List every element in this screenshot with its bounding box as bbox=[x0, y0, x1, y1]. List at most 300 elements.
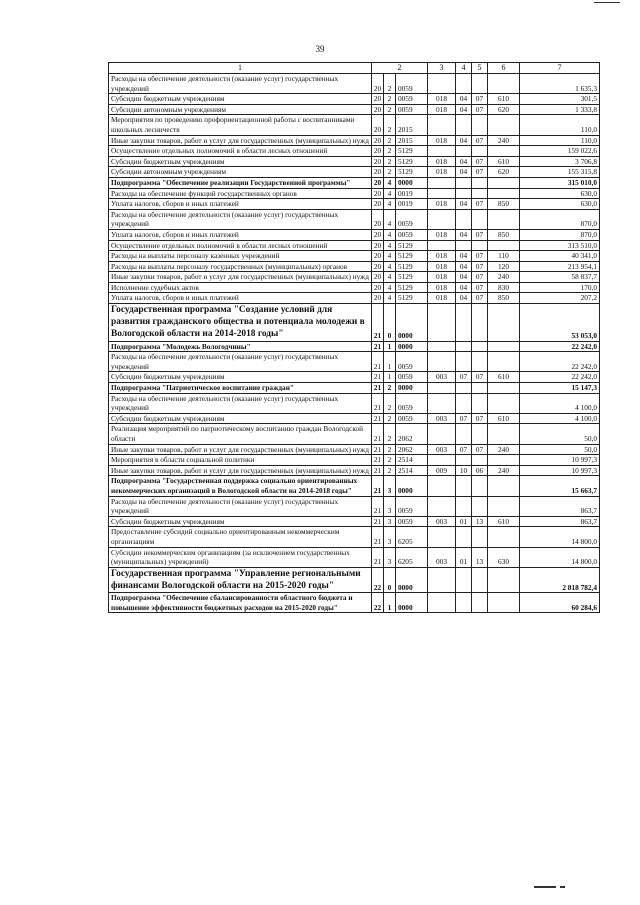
code-subprogram: 4 bbox=[384, 293, 396, 304]
code-section: 04 bbox=[456, 293, 472, 304]
code-section bbox=[456, 496, 472, 516]
code-expense-type bbox=[488, 146, 520, 157]
page-number: 39 bbox=[315, 44, 325, 54]
code-section bbox=[456, 115, 472, 135]
code-section: 04 bbox=[456, 135, 472, 146]
table-row bbox=[109, 229, 600, 240]
table-row bbox=[109, 393, 600, 413]
table-row bbox=[109, 156, 600, 167]
code-direction: 0059 bbox=[396, 229, 428, 240]
code-program: 20 bbox=[372, 177, 384, 188]
code-subsection bbox=[472, 146, 488, 157]
scan-mark bbox=[534, 886, 556, 888]
row-name: Мероприятия по проведению профориентационной работы с воспитанниками школьных лесничеств bbox=[109, 115, 372, 135]
row-name: Иные закупки товаров, работ и услуг для государственных (муниципальных) нужд bbox=[109, 465, 372, 476]
code-expense-type bbox=[488, 240, 520, 251]
code-ministry: 009 bbox=[428, 465, 456, 476]
code-subprogram: 3 bbox=[384, 496, 396, 516]
code-section bbox=[456, 383, 472, 394]
code-direction: 0000 bbox=[396, 476, 428, 496]
row-name: Субсидии автономным учреждениям bbox=[109, 167, 372, 178]
code-ministry bbox=[428, 424, 456, 444]
table-row bbox=[109, 167, 600, 178]
code-section: 01 bbox=[456, 516, 472, 527]
code-section bbox=[456, 455, 472, 466]
code-subsection: 07 bbox=[472, 413, 488, 424]
code-subsection bbox=[472, 341, 488, 352]
code-program: 20 bbox=[372, 199, 384, 210]
code-subprogram: 2 bbox=[384, 104, 396, 115]
code-subprogram: 2 bbox=[384, 424, 396, 444]
row-name: Подпрограмма "Молодежь Вологодчины" bbox=[109, 341, 372, 352]
code-ministry: 003 bbox=[428, 516, 456, 527]
code-subsection bbox=[472, 455, 488, 466]
code-direction: 2514 bbox=[396, 455, 428, 466]
code-section bbox=[456, 527, 472, 547]
code-section: 07 bbox=[456, 413, 472, 424]
row-amount: 159 022,6 bbox=[520, 146, 600, 157]
code-section bbox=[456, 424, 472, 444]
code-program: 20 bbox=[372, 272, 384, 283]
row-amount: 301,5 bbox=[520, 94, 600, 105]
row-amount: 110,0 bbox=[520, 135, 600, 146]
code-expense-type bbox=[488, 352, 520, 372]
code-subprogram: 2 bbox=[384, 444, 396, 455]
row-name: Расходы на обеспечение функций государственных органов bbox=[109, 188, 372, 199]
code-subsection bbox=[472, 496, 488, 516]
code-subsection: 07 bbox=[472, 293, 488, 304]
header-col-5: 5 bbox=[472, 63, 488, 74]
table-row bbox=[109, 261, 600, 272]
code-subsection bbox=[472, 177, 488, 188]
code-direction: 0000 bbox=[396, 383, 428, 394]
row-amount: 50,0 bbox=[520, 444, 600, 455]
code-program: 21 bbox=[372, 527, 384, 547]
code-section bbox=[456, 304, 472, 342]
code-program: 20 bbox=[372, 240, 384, 251]
table-row bbox=[109, 424, 600, 444]
budget-table bbox=[108, 62, 600, 613]
row-amount: 863,7 bbox=[520, 516, 600, 527]
code-ministry bbox=[428, 188, 456, 199]
code-ministry: 018 bbox=[428, 282, 456, 293]
code-subprogram: 2 bbox=[384, 74, 396, 94]
code-program: 21 bbox=[372, 341, 384, 352]
code-section bbox=[456, 393, 472, 413]
code-subsection bbox=[472, 567, 488, 592]
row-name: Субсидии бюджетным учреждениям bbox=[109, 413, 372, 424]
row-amount: 110,0 bbox=[520, 115, 600, 135]
row-name: Мероприятия в области социальной политики bbox=[109, 455, 372, 466]
code-ministry bbox=[428, 527, 456, 547]
code-section: 07 bbox=[456, 372, 472, 383]
code-expense-type bbox=[488, 476, 520, 496]
code-direction: 0000 bbox=[396, 341, 428, 352]
row-name: Расходы на обеспечение деятельности (оказание услуг) государственных учреждений bbox=[109, 74, 372, 94]
row-amount: 60 284,6 bbox=[520, 593, 600, 613]
code-ministry bbox=[428, 567, 456, 592]
code-direction: 5129 bbox=[396, 272, 428, 283]
code-program: 21 bbox=[372, 352, 384, 372]
code-direction: 0059 bbox=[396, 209, 428, 229]
code-direction: 2015 bbox=[396, 135, 428, 146]
row-name: Уплата налогов, сборов и иных платежей bbox=[109, 199, 372, 210]
row-amount: 22 242,0 bbox=[520, 352, 600, 372]
table-row bbox=[109, 444, 600, 455]
table-row bbox=[109, 209, 600, 229]
row-amount: 40 341,0 bbox=[520, 251, 600, 262]
code-subsection: 07 bbox=[472, 167, 488, 178]
row-amount: 4 100,0 bbox=[520, 393, 600, 413]
table-row bbox=[109, 476, 600, 496]
code-program: 20 bbox=[372, 167, 384, 178]
code-subprogram: 4 bbox=[384, 199, 396, 210]
header-col-2: 2 bbox=[372, 63, 428, 74]
code-subsection bbox=[472, 304, 488, 342]
code-direction: 0059 bbox=[396, 104, 428, 115]
code-expense-type bbox=[488, 567, 520, 592]
code-section bbox=[456, 146, 472, 157]
row-name: Подпрограмма "Обеспечение сбалансированности областного бюджета и повышение эффективности бюджетных расходов на 2015-2020 годы" bbox=[109, 593, 372, 613]
row-amount: 170,0 bbox=[520, 282, 600, 293]
row-name: Субсидии бюджетным учреждениям bbox=[109, 516, 372, 527]
code-ministry bbox=[428, 476, 456, 496]
code-subprogram: 4 bbox=[384, 209, 396, 229]
code-expense-type: 850 bbox=[488, 199, 520, 210]
code-section: 04 bbox=[456, 229, 472, 240]
table-header-row bbox=[109, 63, 600, 74]
code-subprogram: 2 bbox=[384, 413, 396, 424]
code-direction: 0059 bbox=[396, 94, 428, 105]
code-section: 04 bbox=[456, 94, 472, 105]
code-section: 04 bbox=[456, 272, 472, 283]
code-direction: 5129 bbox=[396, 261, 428, 272]
code-subprogram: 4 bbox=[384, 282, 396, 293]
code-program: 21 bbox=[372, 455, 384, 466]
table-row bbox=[109, 341, 600, 352]
table-row bbox=[109, 177, 600, 188]
row-name: Подпрограмма "Обеспечение реализации Государственной программы" bbox=[109, 177, 372, 188]
code-section bbox=[456, 352, 472, 372]
row-amount: 14 800,0 bbox=[520, 527, 600, 547]
code-ministry bbox=[428, 304, 456, 342]
row-name: Государственная программа "Управление региональными финансами Вологодской области на 2015-2020 годы" bbox=[109, 567, 372, 592]
code-direction: 0000 bbox=[396, 567, 428, 592]
table-row bbox=[109, 104, 600, 115]
code-program: 20 bbox=[372, 209, 384, 229]
code-direction: 0059 bbox=[396, 352, 428, 372]
table-row bbox=[109, 413, 600, 424]
row-name: Субсидии некоммерческим организациям (за исключением государственных (муниципальных) учреждений) bbox=[109, 547, 372, 567]
row-amount: 315 010,0 bbox=[520, 177, 600, 188]
code-subprogram: 4 bbox=[384, 177, 396, 188]
code-expense-type bbox=[488, 188, 520, 199]
header-col-7: 7 bbox=[520, 63, 600, 74]
code-program: 20 bbox=[372, 104, 384, 115]
code-subsection bbox=[472, 527, 488, 547]
code-subprogram: 2 bbox=[384, 383, 396, 394]
code-subsection: 07 bbox=[472, 282, 488, 293]
row-name: Расходы на обеспечение деятельности (оказание услуг) государственных учреждений bbox=[109, 209, 372, 229]
code-direction: 0059 bbox=[396, 496, 428, 516]
code-ministry bbox=[428, 593, 456, 613]
code-expense-type bbox=[488, 177, 520, 188]
code-program: 20 bbox=[372, 261, 384, 272]
code-subsection: 13 bbox=[472, 516, 488, 527]
code-direction: 5129 bbox=[396, 240, 428, 251]
row-name: Уплата налогов, сборов и иных платежей bbox=[109, 229, 372, 240]
code-program: 21 bbox=[372, 304, 384, 342]
code-section: 04 bbox=[456, 167, 472, 178]
code-ministry bbox=[428, 496, 456, 516]
table-row bbox=[109, 115, 600, 135]
code-program: 21 bbox=[372, 444, 384, 455]
code-program: 21 bbox=[372, 465, 384, 476]
header-col-1: 1 bbox=[109, 63, 372, 74]
code-direction: 2015 bbox=[396, 115, 428, 135]
code-subprogram: 4 bbox=[384, 261, 396, 272]
row-name: Иные закупки товаров, работ и услуг для государственных (муниципальных) нужд bbox=[109, 135, 372, 146]
code-section bbox=[456, 567, 472, 592]
code-program: 21 bbox=[372, 393, 384, 413]
code-subsection: 07 bbox=[472, 251, 488, 262]
row-name: Расходы на выплаты персоналу государственных (муниципальных) органов bbox=[109, 261, 372, 272]
code-section bbox=[456, 476, 472, 496]
row-amount: 863,7 bbox=[520, 496, 600, 516]
row-name: Иные закупки товаров, работ и услуг для государственных (муниципальных) нужд bbox=[109, 444, 372, 455]
code-subsection bbox=[472, 115, 488, 135]
code-program: 20 bbox=[372, 188, 384, 199]
code-section bbox=[456, 177, 472, 188]
code-subsection: 07 bbox=[472, 135, 488, 146]
table-row bbox=[109, 516, 600, 527]
code-expense-type: 850 bbox=[488, 293, 520, 304]
code-subprogram: 2 bbox=[384, 156, 396, 167]
code-expense-type: 620 bbox=[488, 167, 520, 178]
code-section: 04 bbox=[456, 156, 472, 167]
row-amount: 10 997,3 bbox=[520, 455, 600, 466]
code-expense-type bbox=[488, 393, 520, 413]
code-ministry: 018 bbox=[428, 156, 456, 167]
row-amount: 14 800,0 bbox=[520, 547, 600, 567]
code-expense-type: 610 bbox=[488, 516, 520, 527]
code-direction: 0059 bbox=[396, 516, 428, 527]
table-row bbox=[109, 465, 600, 476]
code-ministry: 003 bbox=[428, 547, 456, 567]
code-expense-type bbox=[488, 593, 520, 613]
code-program: 20 bbox=[372, 251, 384, 262]
code-expense-type bbox=[488, 455, 520, 466]
row-amount: 1 333,8 bbox=[520, 104, 600, 115]
row-name: Субсидии бюджетным учреждениям bbox=[109, 94, 372, 105]
code-ministry bbox=[428, 455, 456, 466]
row-amount: 313 510,0 bbox=[520, 240, 600, 251]
code-direction: 0000 bbox=[396, 177, 428, 188]
header-col-3: 3 bbox=[428, 63, 456, 74]
row-name: Расходы на обеспечение деятельности (оказание услуг) государственных учреждений bbox=[109, 393, 372, 413]
row-amount: 22 242,0 bbox=[520, 341, 600, 352]
code-subsection bbox=[472, 476, 488, 496]
code-expense-type: 110 bbox=[488, 251, 520, 262]
row-name: Субсидии бюджетным учреждениям bbox=[109, 156, 372, 167]
table-row bbox=[109, 352, 600, 372]
code-direction: 5129 bbox=[396, 146, 428, 157]
code-program: 21 bbox=[372, 424, 384, 444]
code-subsection bbox=[472, 593, 488, 613]
code-subprogram: 4 bbox=[384, 188, 396, 199]
code-section bbox=[456, 188, 472, 199]
code-ministry: 018 bbox=[428, 104, 456, 115]
code-ministry: 003 bbox=[428, 444, 456, 455]
row-name: Иные закупки товаров, работ и услуг для государственных (муниципальных) нужд bbox=[109, 272, 372, 283]
row-name: Государственная программа "Создание условий для развития гражданского общества и потенциала молодежи в Вологодской области на 2014-2018 годы" bbox=[109, 304, 372, 342]
code-ministry bbox=[428, 74, 456, 94]
code-subprogram: 1 bbox=[384, 372, 396, 383]
code-ministry bbox=[428, 177, 456, 188]
code-expense-type: 610 bbox=[488, 372, 520, 383]
code-section: 07 bbox=[456, 444, 472, 455]
code-program: 21 bbox=[372, 476, 384, 496]
code-subprogram: 4 bbox=[384, 240, 396, 251]
table-row bbox=[109, 372, 600, 383]
code-subprogram: 0 bbox=[384, 567, 396, 592]
code-program: 21 bbox=[372, 413, 384, 424]
code-subsection: 07 bbox=[472, 156, 488, 167]
code-subsection bbox=[472, 188, 488, 199]
table-row bbox=[109, 293, 600, 304]
code-subsection: 07 bbox=[472, 372, 488, 383]
row-amount: 2 818 782,4 bbox=[520, 567, 600, 592]
table-row bbox=[109, 188, 600, 199]
row-amount: 15 663,7 bbox=[520, 476, 600, 496]
code-expense-type: 120 bbox=[488, 261, 520, 272]
code-subsection bbox=[472, 74, 488, 94]
code-subsection bbox=[472, 209, 488, 229]
code-expense-type: 830 bbox=[488, 282, 520, 293]
code-subprogram: 2 bbox=[384, 135, 396, 146]
row-name: Субсидии бюджетным учреждениям bbox=[109, 372, 372, 383]
row-amount: 630,0 bbox=[520, 199, 600, 210]
code-ministry: 003 bbox=[428, 372, 456, 383]
table-row bbox=[109, 547, 600, 567]
code-ministry bbox=[428, 352, 456, 372]
code-subsection: 07 bbox=[472, 104, 488, 115]
scan-mark bbox=[594, 2, 620, 3]
code-section: 01 bbox=[456, 547, 472, 567]
code-ministry: 018 bbox=[428, 199, 456, 210]
code-program: 20 bbox=[372, 74, 384, 94]
code-direction: 0059 bbox=[396, 74, 428, 94]
table-row bbox=[109, 304, 600, 342]
code-subprogram: 1 bbox=[384, 593, 396, 613]
code-section: 04 bbox=[456, 261, 472, 272]
code-program: 21 bbox=[372, 496, 384, 516]
code-expense-type: 620 bbox=[488, 104, 520, 115]
table-row bbox=[109, 593, 600, 613]
code-subprogram: 3 bbox=[384, 547, 396, 567]
code-direction: 5129 bbox=[396, 156, 428, 167]
code-subprogram: 1 bbox=[384, 341, 396, 352]
row-amount: 4 100,0 bbox=[520, 413, 600, 424]
code-section bbox=[456, 240, 472, 251]
code-direction: 0059 bbox=[396, 413, 428, 424]
code-subsection bbox=[472, 240, 488, 251]
row-amount: 10 997,3 bbox=[520, 465, 600, 476]
code-ministry bbox=[428, 240, 456, 251]
table-row bbox=[109, 282, 600, 293]
code-subsection: 13 bbox=[472, 547, 488, 567]
code-section bbox=[456, 209, 472, 229]
code-ministry bbox=[428, 393, 456, 413]
row-amount: 207,2 bbox=[520, 293, 600, 304]
code-subprogram: 2 bbox=[384, 94, 396, 105]
code-expense-type: 610 bbox=[488, 413, 520, 424]
code-direction: 6205 bbox=[396, 547, 428, 567]
code-direction: 0019 bbox=[396, 199, 428, 210]
code-expense-type: 240 bbox=[488, 272, 520, 283]
code-subprogram: 3 bbox=[384, 527, 396, 547]
row-amount: 50,0 bbox=[520, 424, 600, 444]
code-direction: 0000 bbox=[396, 593, 428, 613]
code-expense-type bbox=[488, 304, 520, 342]
code-direction: 2062 bbox=[396, 444, 428, 455]
code-direction: 2062 bbox=[396, 424, 428, 444]
code-direction: 6205 bbox=[396, 527, 428, 547]
code-direction: 0059 bbox=[396, 372, 428, 383]
code-ministry bbox=[428, 115, 456, 135]
row-name: Субсидии автономным учреждениям bbox=[109, 104, 372, 115]
code-program: 21 bbox=[372, 372, 384, 383]
code-section bbox=[456, 74, 472, 94]
row-amount: 1 635,3 bbox=[520, 74, 600, 94]
table-row bbox=[109, 146, 600, 157]
code-subprogram: 0 bbox=[384, 304, 396, 342]
row-amount: 630,0 bbox=[520, 188, 600, 199]
code-subprogram: 2 bbox=[384, 455, 396, 466]
code-program: 20 bbox=[372, 293, 384, 304]
code-program: 20 bbox=[372, 94, 384, 105]
header-col-6: 6 bbox=[488, 63, 520, 74]
code-ministry: 018 bbox=[428, 261, 456, 272]
code-expense-type bbox=[488, 115, 520, 135]
scan-mark bbox=[560, 886, 565, 888]
row-name: Осуществление отдельных полномочий в области лесных отношений bbox=[109, 240, 372, 251]
code-subprogram: 2 bbox=[384, 465, 396, 476]
code-section: 10 bbox=[456, 465, 472, 476]
code-subsection: 07 bbox=[472, 444, 488, 455]
code-expense-type: 610 bbox=[488, 94, 520, 105]
code-subsection: 06 bbox=[472, 465, 488, 476]
code-subprogram: 4 bbox=[384, 251, 396, 262]
code-direction: 0000 bbox=[396, 304, 428, 342]
code-program: 20 bbox=[372, 135, 384, 146]
table-row bbox=[109, 251, 600, 262]
row-amount: 53 053,0 bbox=[520, 304, 600, 342]
code-direction: 5129 bbox=[396, 167, 428, 178]
row-amount: 213 954,1 bbox=[520, 261, 600, 272]
table-row bbox=[109, 383, 600, 394]
code-program: 22 bbox=[372, 593, 384, 613]
code-subsection bbox=[472, 424, 488, 444]
row-name: Уплата налогов, сборов и иных платежей bbox=[109, 293, 372, 304]
row-name: Исполнение судебных актов bbox=[109, 282, 372, 293]
code-ministry: 018 bbox=[428, 272, 456, 283]
code-subprogram: 2 bbox=[384, 393, 396, 413]
code-program: 20 bbox=[372, 115, 384, 135]
code-expense-type bbox=[488, 527, 520, 547]
code-subsection: 07 bbox=[472, 94, 488, 105]
row-name: Подпрограмма "Патриотическое воспитание граждан" bbox=[109, 383, 372, 394]
